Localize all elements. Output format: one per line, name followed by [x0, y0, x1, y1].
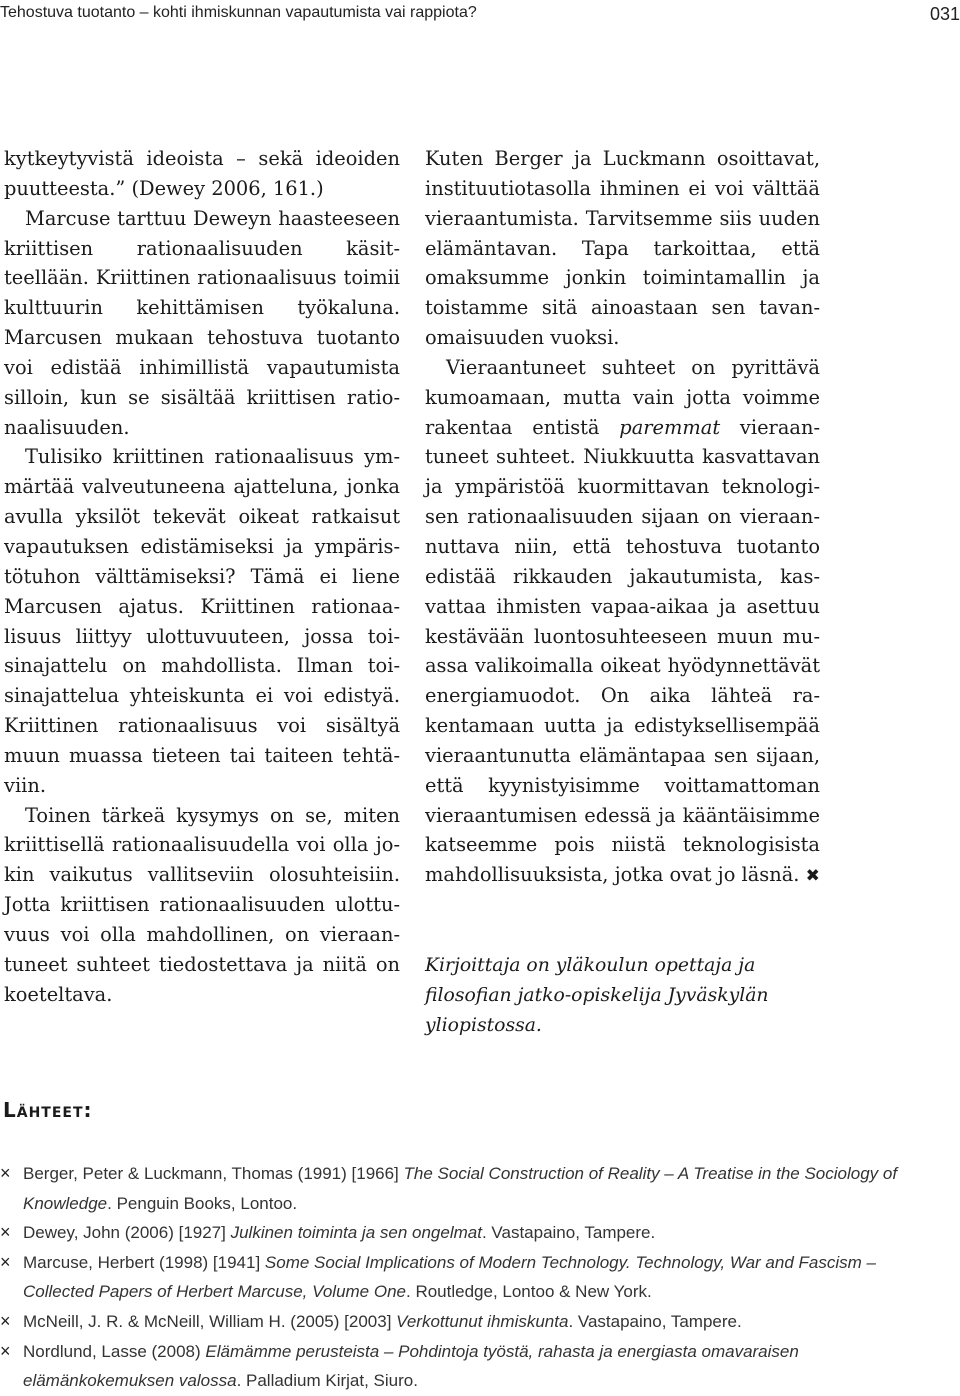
close-x-icon: ×: [0, 1340, 11, 1361]
reference-publisher: . Routledge, Lontoo & New York.: [406, 1282, 652, 1302]
page-number: 031: [929, 4, 960, 24]
paragraph-text: Vieraantuneet suhteet on pyrittävä kumoamaan, mutta vain jotta voimme rakentaa entistä: [425, 355, 820, 439]
reference-title: Verkottunut ihmiskunta: [396, 1311, 569, 1331]
references-heading: Lähteet:: [3, 1098, 93, 1122]
reference-title: The Social Construction of Reality – A Treatise in the Sociology of Knowledge: [23, 1164, 898, 1213]
emphasis: paremmat: [619, 415, 721, 439]
paragraph-text: vieraantuneet suhteet. Niukkuutta kasvattavan ja ympäristöä kuormittavan teknologisen rationaalisuuden sijaan on vieraannuttava niin, että tehostuva tuotanto edistää rikkauden jakautumista, kasvattaa ihmisten vapaa-aikaa ja asettuu kestävään luontosuhteeseen muun muassa valikoimalla oikeat hyödynnettävät energiamuodot. On aika lähteä rakentamaan uutta ja edistyksellisempää vieraantunutta elämäntapaa sen sijaan, että kyynistyisimme voittamattoman vieraantumisen edessä ja kääntäisimme katseemme pois niistä teknologisista mahdollisuuksista, jotka ovat jo läsnä.: [425, 415, 820, 887]
reference-title: Some Social Implications of Modern Technology. Technology, War and Fascism – Collected Papers of Herbert Marcuse, Volume One: [23, 1252, 876, 1302]
reference-item: [0, 1159, 940, 1218]
paragraph: Kuten Berger ja Luckmann osoittavat, instituutiotasolla ihminen ei voi välttää vieraantumista. Tarvitsemme siis uuden elämäntavan. Tapa tarkoittaa, että omaksumme jonkin toimintamallin ja toistamme sitä ainoastaan sen tavanomaisuuden vuoksi.: [425, 147, 820, 350]
paragraph: kytkeytyvistä ideoista – sekä ideoiden puutteesta.” (Dewey 2006, 161.): [4, 147, 400, 200]
running-header: [0, 0, 960, 34]
reference-item: [0, 1248, 940, 1307]
reference-author: Marcuse, Herbert (1998) [1941]: [23, 1252, 265, 1272]
right-column: [425, 144, 820, 892]
reference-item: [0, 1337, 940, 1396]
reference-author: Berger, Peter & Luckmann, Thomas (1991) [1966]: [23, 1164, 404, 1183]
reference-author: Dewey, John (2006) [1927]: [23, 1223, 231, 1243]
running-title: Tehostuva tuotanto – kohti ihmiskunnan vapautumista vai rappiota?: [0, 4, 477, 21]
reference-publisher: . Penguin Books, Lontoo.: [107, 1193, 298, 1213]
reference-item: [0, 1218, 940, 1248]
reference-publisher: . Palladium Kirjat, Siuro.: [236, 1371, 418, 1391]
references-list: [0, 1159, 940, 1396]
author-note: Kirjoittaja on yläkoulun opettaja ja filosofian jatko-opiskelija Jyväskylän yliopistossa.: [425, 955, 769, 1036]
paragraph: Toinen tärkeä kysymys on se, miten kriittisellä rationaalisuudella voi olla jokin vaikutus vallitseviin olosuhteisiin. Jotta kriittisen rationaalisuuden ulottuvuus voi olla mahdollinen, on vieraantuneet suhteet tiedostettava ja niitä on koeteltava.: [4, 803, 400, 1006]
close-x-icon: ×: [0, 1163, 11, 1183]
reference-author: McNeill, J. R. & McNeill, William H. (2005) [2003]: [23, 1311, 397, 1331]
reference-title: Elämämme perusteista – Pohdintoja työstä, rahasta ja energiasta omavaraisen elämänkokemuksen valossa: [23, 1341, 799, 1391]
paragraph: Marcuse tarttuu Deweyn haasteeseen kriittisen rationaalisuuden käsitteellään. Kriittinen rationaalisuus toimii kulttuurin kehittämisen työkaluna. Marcusen mukaan tehostuva tuotanto voi edistää inhimillistä vapautumista silloin, kun se sisältää kriittisen rationaalisuuden.: [4, 206, 400, 439]
reference-item: [0, 1307, 940, 1337]
close-x-icon: ×: [0, 1222, 11, 1243]
paragraph: Tulisiko kriittinen rationaalisuus ymmärtää valveutuneena ajatteluna, jonka avulla yksilöt tekevät oikeat ratkaisut vapautuksen edistämiseksi ja ympäristötuhon välttämiseksi? Tämä ei liene Marcusen ajatus. Kriittinen rationaalisuus liittyy ulottuvuuteen, jossa toisinajattelu on mahdollista. Ilman toisinajattelua yhteiskunta ei voi edistyä. Kriittinen rationaalisuus voi sisältyä muun muassa tieteen tai taiteen tehtäviin.: [4, 445, 400, 797]
reference-publisher: . Vastapaino, Tampere.: [481, 1223, 656, 1243]
paragraph: [425, 353, 820, 892]
close-x-icon: ×: [0, 1251, 11, 1272]
end-mark-icon: ✖: [805, 866, 820, 887]
close-x-icon: ×: [0, 1310, 11, 1331]
reference-title: Julkinen toiminta ja sen ongelmat: [230, 1223, 482, 1243]
reference-author: Nordlund, Lasse (2008): [23, 1341, 206, 1361]
left-column: [4, 144, 400, 1009]
reference-publisher: . Vastapaino, Tampere.: [568, 1311, 742, 1331]
